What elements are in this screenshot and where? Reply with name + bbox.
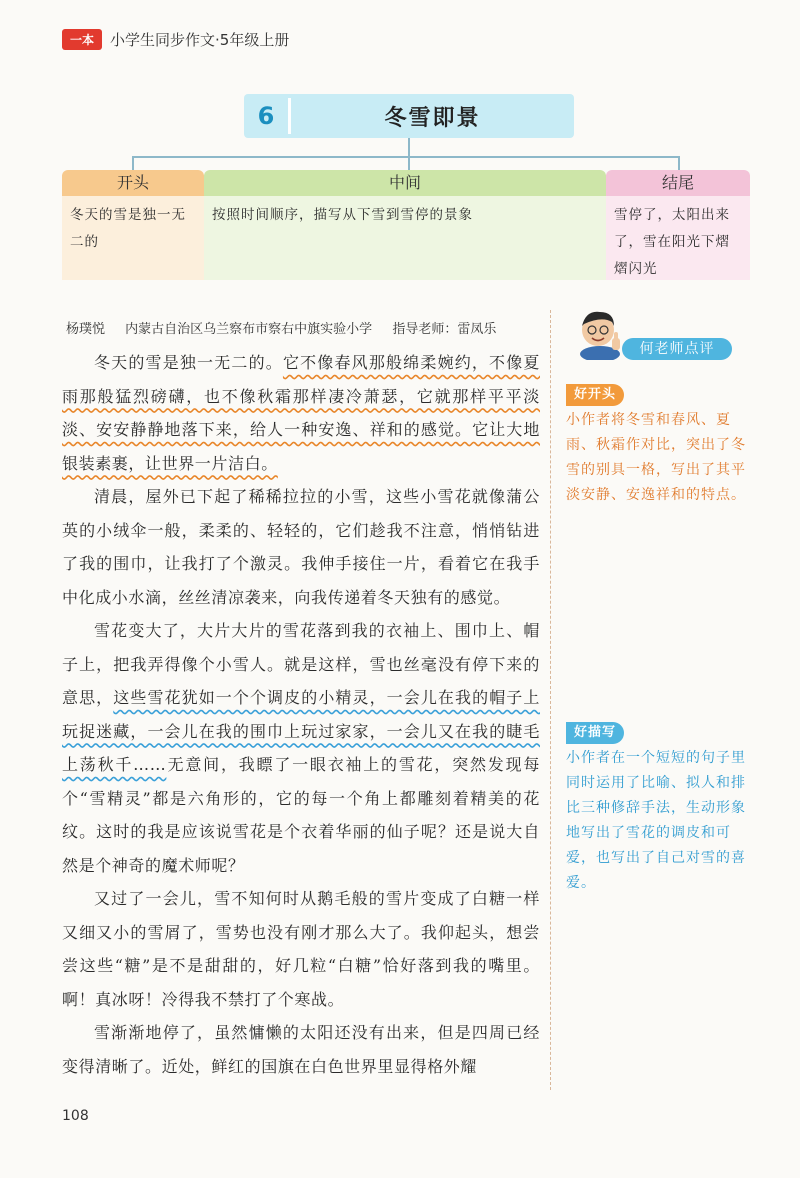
page-header: [62, 28, 289, 50]
essay-paragraph: 雪渐渐地停了，虽然慵懒的太阳还没有出来，但是四周已经变得清晰了。近处，鲜红的国旗在白色世界里显得格外耀: [62, 1023, 540, 1076]
comment-label-opening: 好开头: [566, 384, 624, 406]
teacher-comment-tag: 何老师点评: [622, 338, 732, 360]
byline: [66, 318, 512, 337]
outline-connector-vertical: [408, 138, 410, 156]
essay-body: [62, 346, 540, 1083]
essay-text: 无意间，我瞟了一眼衣袖上的雪花，突然发现每个“雪精灵”都是六角形的，它的每一个角上都雕刻着精美的花纹。这时的我是应该说雪花是个衣着华丽的仙子呢？还是说大自然是个神奇的魔术师呢？: [62, 755, 540, 875]
page-number: 108: [62, 1108, 89, 1124]
author-name: 杨璞悦: [66, 322, 106, 337]
highlight-opening: 它不像春风那般绵柔婉约，不像夏雨那般猛烈磅礴，也不像秋霜那样凄冷萧瑟，它就那样平平淡淡、安安静静地落下来，给人一种安逸、祥和的感觉。它让大地银装素裹，让世界一片洁白。: [62, 353, 540, 473]
outline-connector-right: [678, 156, 680, 170]
chapter-title: 冬雪即景: [384, 105, 481, 131]
book-title: 小学生同步作文·5年级上册: [110, 30, 290, 49]
essay-paragraph: 又过了一会儿，雪不知何时从鹅毛般的雪片变成了白糖一样又细又小的雪屑了，雪势也没有刚才那么大了。我仰起头，想尝尝这些“糖”是不是甜甜的，好几粒“白糖”恰好落到我的嘴里。啊！真冰呀！冷得我不禁打了个寒战。: [62, 889, 540, 1009]
highlight-description: 这些雪花犹如一个个调皮的小精灵，一会儿在我的帽子上玩捉迷藏，一会儿在我的围巾上玩过家家，一会儿又在我的睫毛上荡秋千……: [62, 688, 540, 774]
essay-paragraph: 清晨，屋外已下起了稀稀拉拉的小雪，这些小雪花就像蒲公英的小绒伞一般，柔柔的、轻轻的，它们趁我不注意，悄悄钻进了我的围巾，让我打了个激灵。我伸手接住一片，看着它在我手中化成小水滴，丝丝清凉袭来，向我传递着冬天独有的感觉。: [62, 487, 540, 607]
comment-label-description: 好描写: [566, 722, 624, 744]
school-name: 内蒙古自治区乌兰察布市察右中旗实验小学: [125, 322, 373, 337]
outline-body-ending: 雪停了，太阳出来了，雪在阳光下熠熠闪光: [606, 196, 750, 280]
outline-body-middle: 按照时间顺序，描写从下雪到雪停的景象: [204, 196, 606, 280]
comment-text-description: 小作者在一个短短的句子里同时运用了比喻、拟人和排比三种修辞手法，生动形象地写出了雪花的调皮和可爱，也写出了自己对雪的喜爱。: [566, 750, 746, 891]
column-divider: [550, 310, 551, 1090]
essay-paragraph: [62, 346, 540, 480]
brand-logo: 一本: [62, 29, 102, 50]
chapter-number: 6: [257, 102, 275, 130]
outline-column-middle: [204, 170, 606, 280]
teacher-avatar-icon: [572, 304, 628, 360]
essay-paragraph: [62, 614, 540, 882]
outline-connector-horizontal: [132, 156, 680, 158]
essay-text: 雪花变大了，大片大片的雪花落到我的衣袖上、围巾上、帽子上，把我弄得像个小雪人。就是这样，雪也丝毫没有停下来的意思，: [62, 621, 540, 707]
comment-text-opening: 小作者将冬雪和春风、夏雨、秋霜作对比，突出了冬雪的别具一格，写出了其平淡安静、安逸祥和的特点。: [566, 412, 746, 503]
outline-head-middle: 中间: [204, 170, 606, 196]
outline-head-ending: 结尾: [606, 170, 750, 196]
outline-connector-middle: [408, 156, 410, 170]
outline-column-ending: [606, 170, 750, 280]
outline-connector-left: [132, 156, 134, 170]
outline-body-opening: 冬天的雪是独一无二的: [62, 196, 204, 280]
outline-head-opening: 开头: [62, 170, 204, 196]
outline-column-opening: [62, 170, 204, 280]
teacher-name: 指导老师：雷凤乐: [392, 322, 497, 337]
essay-text: 冬天的雪是独一无二的。: [94, 353, 283, 372]
chapter-title-box: [244, 94, 574, 138]
